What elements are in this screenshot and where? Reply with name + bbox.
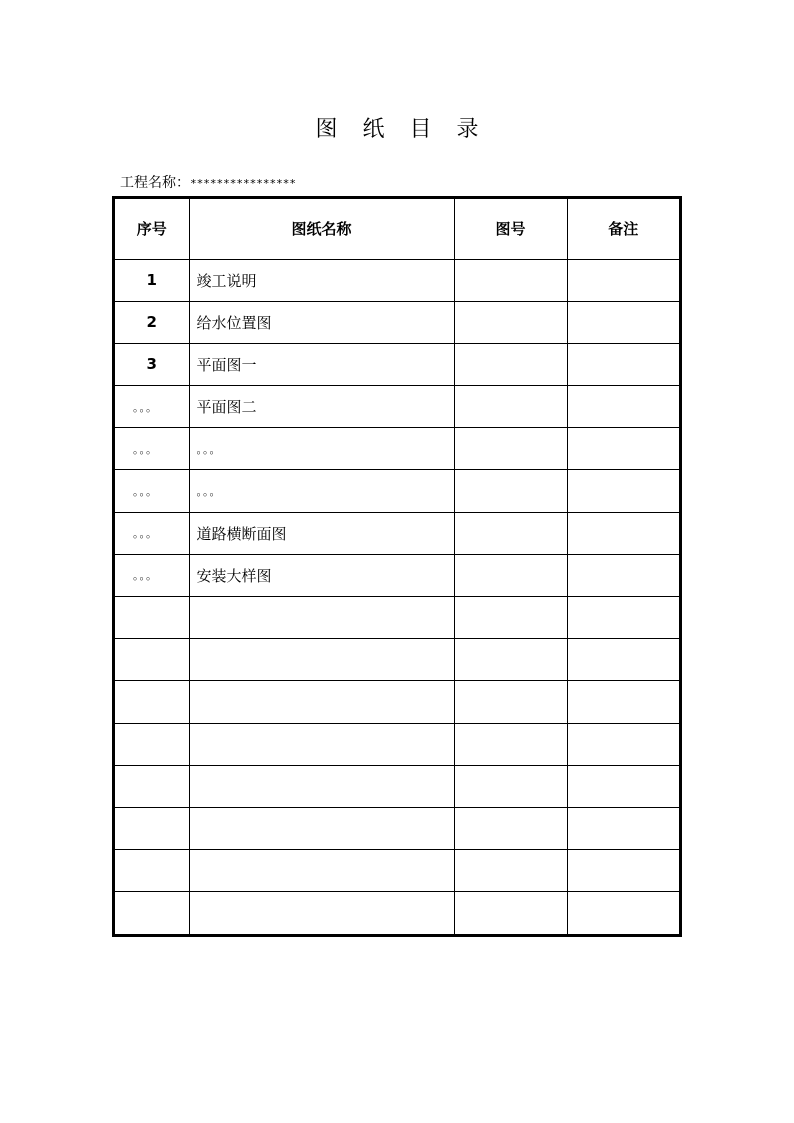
cell-remark [567, 470, 679, 512]
cell-drawing-name [189, 639, 454, 681]
cell-drawing-name [189, 597, 454, 639]
table-row [115, 301, 679, 343]
header-remark: 备注 [567, 199, 679, 259]
cell-seq: 3 [115, 343, 189, 385]
project-name-line [120, 173, 296, 194]
table-header-row [115, 199, 679, 259]
table-row [115, 470, 679, 512]
cell-seq [115, 681, 189, 723]
project-name-value: **************** [190, 177, 296, 190]
cell-drawing-no [454, 765, 567, 807]
cell-remark [567, 807, 679, 849]
cell-drawing-name [189, 765, 454, 807]
cell-drawing-no [454, 554, 567, 596]
cell-seq: 。。。 [115, 386, 189, 428]
cell-drawing-name [189, 850, 454, 892]
header-seq: 序号 [115, 199, 189, 259]
cell-seq: 。。。 [115, 554, 189, 596]
cell-drawing-no [454, 512, 567, 554]
table-row [115, 512, 679, 554]
cell-remark [567, 850, 679, 892]
drawing-list-table [115, 199, 679, 934]
cell-seq [115, 892, 189, 934]
cell-seq [115, 765, 189, 807]
cell-seq: 1 [115, 259, 189, 301]
cell-seq [115, 723, 189, 765]
table-row [115, 807, 679, 849]
cell-drawing-no [454, 386, 567, 428]
cell-remark [567, 597, 679, 639]
cell-drawing-no [454, 723, 567, 765]
table-row [115, 681, 679, 723]
cell-drawing-no [454, 639, 567, 681]
table-row [115, 259, 679, 301]
cell-remark [567, 259, 679, 301]
cell-remark [567, 681, 679, 723]
cell-drawing-no [454, 301, 567, 343]
cell-seq: 。。。 [115, 428, 189, 470]
drawing-list-table-frame [112, 196, 682, 937]
table-row [115, 892, 679, 934]
cell-drawing-name: 道路横断面图 [189, 512, 454, 554]
cell-drawing-name [189, 723, 454, 765]
cell-drawing-no [454, 807, 567, 849]
page-title: 图 纸 目 录 [315, 117, 479, 142]
cell-seq: 。。。 [115, 512, 189, 554]
cell-remark [567, 723, 679, 765]
cell-remark [567, 765, 679, 807]
cell-remark [567, 512, 679, 554]
cell-remark [567, 554, 679, 596]
cell-drawing-no [454, 597, 567, 639]
cell-seq: 。。。 [115, 470, 189, 512]
table-row [115, 554, 679, 596]
table-row [115, 386, 679, 428]
cell-drawing-no [454, 681, 567, 723]
table-row [115, 723, 679, 765]
cell-remark [567, 386, 679, 428]
cell-seq: 2 [115, 301, 189, 343]
cell-drawing-name [189, 892, 454, 934]
cell-seq [115, 597, 189, 639]
cell-drawing-name: 平面图二 [189, 386, 454, 428]
header-drawing-name: 图纸名称 [189, 199, 454, 259]
cell-drawing-no [454, 428, 567, 470]
cell-seq [115, 639, 189, 681]
cell-drawing-name: 安装大样图 [189, 554, 454, 596]
table-row [115, 639, 679, 681]
table-row [115, 850, 679, 892]
cell-drawing-name [189, 807, 454, 849]
table-row [115, 597, 679, 639]
cell-drawing-no [454, 850, 567, 892]
cell-drawing-name: 。。。 [189, 428, 454, 470]
cell-drawing-no [454, 259, 567, 301]
project-name-label: 工程名称： [120, 175, 190, 191]
cell-drawing-no [454, 470, 567, 512]
cell-drawing-name [189, 681, 454, 723]
header-drawing-no: 图号 [454, 199, 567, 259]
cell-drawing-name: 竣工说明 [189, 259, 454, 301]
cell-remark [567, 428, 679, 470]
cell-drawing-name: 。。。 [189, 470, 454, 512]
table-row [115, 765, 679, 807]
cell-seq [115, 807, 189, 849]
cell-remark [567, 892, 679, 934]
cell-seq [115, 850, 189, 892]
cell-remark [567, 639, 679, 681]
cell-drawing-name: 给水位置图 [189, 301, 454, 343]
cell-remark [567, 301, 679, 343]
table-row [115, 343, 679, 385]
cell-remark [567, 343, 679, 385]
cell-drawing-name: 平面图一 [189, 343, 454, 385]
table-row [115, 428, 679, 470]
cell-drawing-no [454, 343, 567, 385]
table-body [115, 259, 679, 934]
cell-drawing-no [454, 892, 567, 934]
